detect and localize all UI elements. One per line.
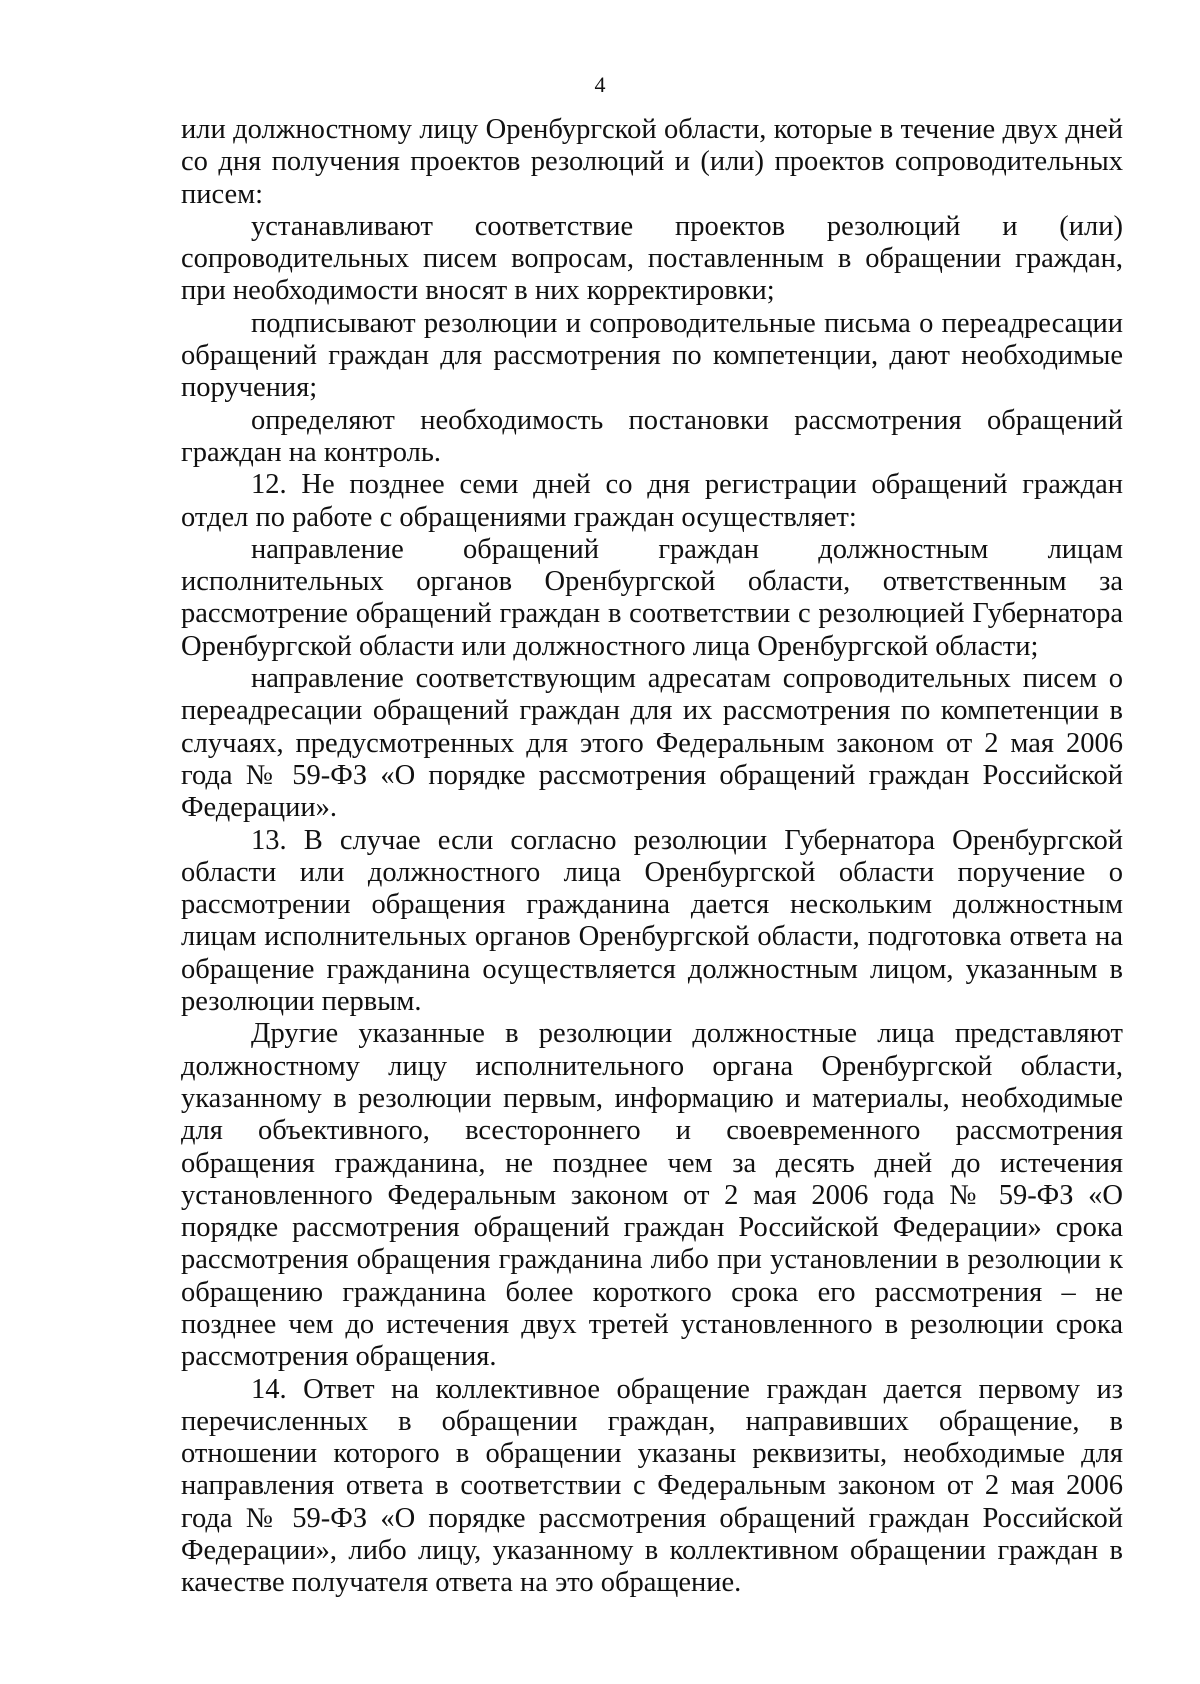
paragraph-continuation: или должностному лицу Оренбургской области, которые в течение двух дней со дня получения проектов резолюций и (или) проектов сопроводительных писем: — [181, 114, 1123, 210]
paragraph-establish-compliance: устанавливают соответствие проектов резолюций и (или) сопроводительных писем вопросам, поставленным в обращении граждан, при необходимости вносят в них корректировки; — [181, 210, 1123, 307]
paragraph-determine-control: определяют необходимость постановки рассмотрения обращений граждан на контроль. — [181, 404, 1123, 468]
paragraph-sign-resolutions: подписывают резолюции и сопроводительные письма о переадресации обращений граждан для рассмотрения по компетенции, дают необходимые поручения; — [181, 307, 1123, 404]
paragraph-item-13: 13. В случае если согласно резолюции Губернатора Оренбургской области или должностного лица Оренбургской области поручение о рассмотрении обращения гражданина дается нескольким должностным лицам исполнительных органов Оренбургской области, подготовка ответа на обращение гражданина осуществляется должностным лицом, указанным в резолюции первым. — [181, 824, 1123, 1018]
document-body — [181, 114, 1123, 1600]
paragraph-send-cover-letters: направление соответствующим адресатам сопроводительных писем о переадресации обращений граждан для их рассмотрения по компетенции в случаях, предусмотренных для этого Федеральным законом от 2 мая 2006 года № 59-ФЗ «О порядке рассмотрения обращений граждан Российской Федерации». — [181, 663, 1123, 824]
paragraph-item-14: 14. Ответ на коллективное обращение граждан дается первому из перечисленных в обращении граждан, направивших обращение, в отношении которого в обращении указаны реквизиты, необходимые для направления ответа в соответствии с Федеральным законом от 2 мая 2006 года № 59-ФЗ «О порядке рассмотрения обращений граждан Российской Федерации», либо лицу, указанному в коллективном обращении граждан в качестве получателя ответа на это обращение. — [181, 1373, 1123, 1599]
paragraph-send-to-officials: направление обращений граждан должностным лицам исполнительных органов Оренбургской области, ответственным за рассмотрение обращений граждан в соответствии с резолюцией Губернатора Оренбургской области или должностного лица Оренбургской области; — [181, 533, 1123, 662]
paragraph-item-12: 12. Не позднее семи дней со дня регистрации обращений граждан отдел по работе с обращениями граждан осуществляет: — [181, 469, 1123, 533]
page-number: 4 — [594, 72, 606, 97]
paragraph-other-officials: Другие указанные в резолюции должностные лица представляют должностному лицу исполнительного органа Оренбургской области, указанному в резолюции первым, информацию и материалы, необходимые для объективного, всестороннего и своевременного рассмотрения обращения гражданина, не позднее чем за десять дней до истечения установленного Федеральным законом от 2 мая 2006 года № 59-ФЗ «О порядке рассмотрения обращений граждан Российской Федерации» срока рассмотрения обращения гражданина либо при установлении в резолюции к обращению гражданина более короткого срока его рассмотрения – не позднее чем до истечения двух третей установленного в резолюции срока рассмотрения обращения. — [181, 1018, 1123, 1373]
